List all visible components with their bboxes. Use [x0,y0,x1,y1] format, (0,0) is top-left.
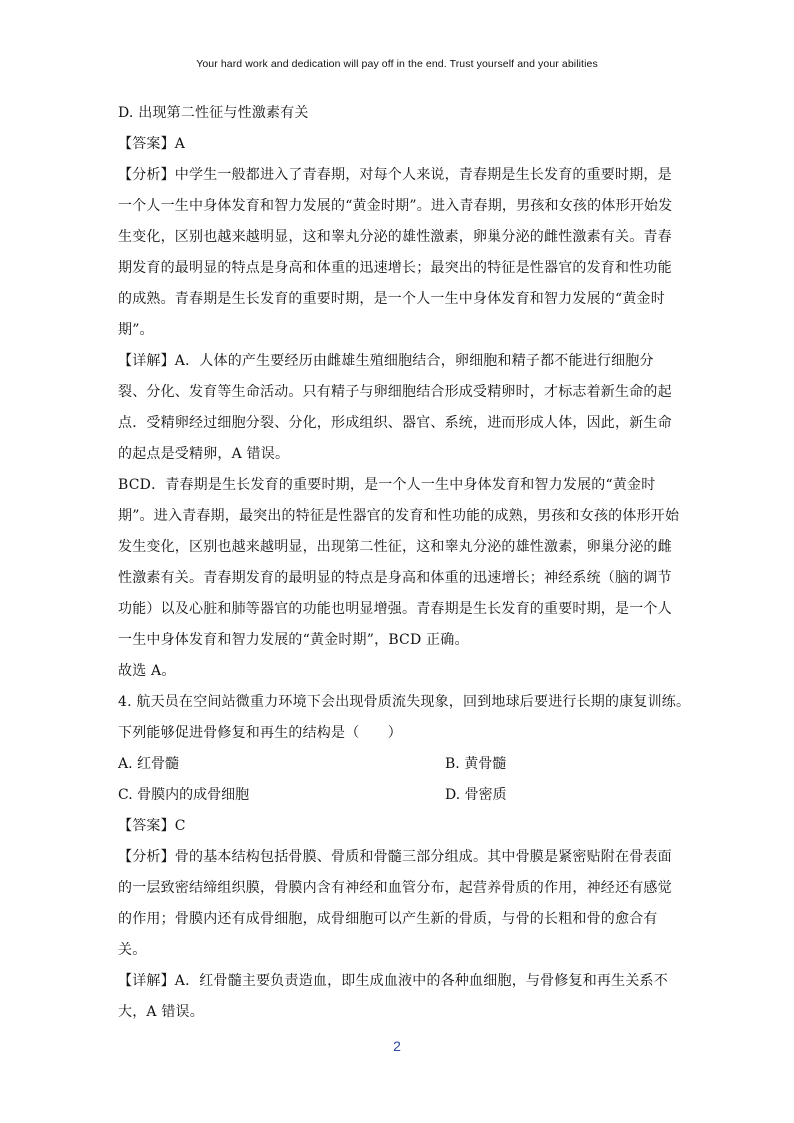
option-a: A. 红骨髓 [118,756,180,772]
option-c: C. 骨膜内的成骨细胞 [118,787,250,803]
option-d: D. 骨密质 [445,787,507,803]
detail-line: 大，A 错误。 [118,1004,204,1020]
answer-label: 【答案】C [118,818,186,834]
page-number: 2 [393,1038,401,1054]
analysis-line: 生变化，区别也越来越明显，这和睾丸分泌的雄性激素，卵巢分泌的雌性激素有关。青春 [118,229,672,245]
analysis-line: 期”。 [118,322,154,338]
analysis-line: 期发育的最明显的特点是身高和体重的迅速增长；最突出的特征是性器官的发育和性功能 [118,260,672,276]
question-4-options-row-2 [118,780,688,811]
question-4-stem: 下列能够促进骨修复和再生的结构是（ ） [118,725,402,741]
detail-line: 功能）以及心脏和肺等器官的功能也明显增强。青春期是生长发育的重要时期，是一个人 [118,601,672,617]
detail-line: 【详解】A．人体的产生要经历由雌雄生殖细胞结合，卵细胞和精子都不能进行细胞分 [118,353,654,369]
detail-line: 的起点是受精卵，A 错误。 [118,446,290,462]
option-d-previous: D. 出现第二性征与性激素有关 [118,105,309,121]
page-header-motto: Your hard work and dedication will pay off in the end. Trust yourself and your abilities [196,58,598,70]
question-4-stem: 4. 航天员在空间站微重力环境下会出现骨质流失现象，回到地球后要进行长期的康复训练。 [118,694,691,710]
analysis-line: 的一层致密结缔组织膜，骨膜内含有神经和血管分布，起营养骨质的作用，神经还有感觉 [118,880,672,896]
analysis-line: 【分析】中学生一般都进入了青春期，对每个人来说，青春期是生长发育的重要时期，是 [118,167,672,183]
detail-line: 发生变化，区别也越来越明显，出现第二性征，这和睾丸分泌的雄性激素，卵巢分泌的雌 [118,539,672,555]
detail-line: 【详解】A．红骨髓主要负责造血，即生成血液中的各种血细胞，与骨修复和再生关系不 [118,973,668,989]
option-b: B. 黄骨髓 [445,756,507,772]
analysis-line: 一个人一生中身体发育和智力发展的“黄金时期”。进入青春期，男孩和女孩的体形开始发 [118,198,673,214]
detail-line: 裂、分化、发育等生命活动。只有精子与卵细胞结合形成受精卵时，才标志着新生命的起 [118,384,672,400]
detail-line: 期”。进入青春期，最突出的特征是性器官的发育和性功能的成熟，男孩和女孩的体形开始 [118,508,680,524]
detail-line: 点．受精卵经过细胞分裂、分化，形成组织、器官、系统，进而形成人体，因此，新生命 [118,415,672,431]
analysis-line: 【分析】骨的基本结构包括骨膜、骨质和骨髓三部分组成。其中骨膜是紧密贴附在骨表面 [118,849,672,865]
detail-line: 性激素有关。青春期发育的最明显的特点是身高和体重的迅速增长；神经系统（脑的调节 [118,570,672,586]
detail-line: 一生中身体发育和智力发展的“黄金时期”，BCD 正确。 [118,632,469,648]
analysis-line: 的作用；骨膜内还有成骨细胞，成骨细胞可以产生新的骨质，与骨的长粗和骨的愈合有 [118,911,658,927]
analysis-line: 的成熟。青春期是生长发育的重要时期，是一个人一生中身体发育和智力发展的“黄金时 [118,291,665,307]
document-body [118,98,691,1028]
choice-statement: 故选 A。 [118,663,176,679]
answer-label: 【答案】A [118,136,186,152]
analysis-line: 关。 [118,942,147,958]
question-4-options-row-1 [118,749,688,780]
detail-line: BCD．青春期是生长发育的重要时期，是一个人一生中身体发育和智力发展的“黄金时 [118,477,656,493]
